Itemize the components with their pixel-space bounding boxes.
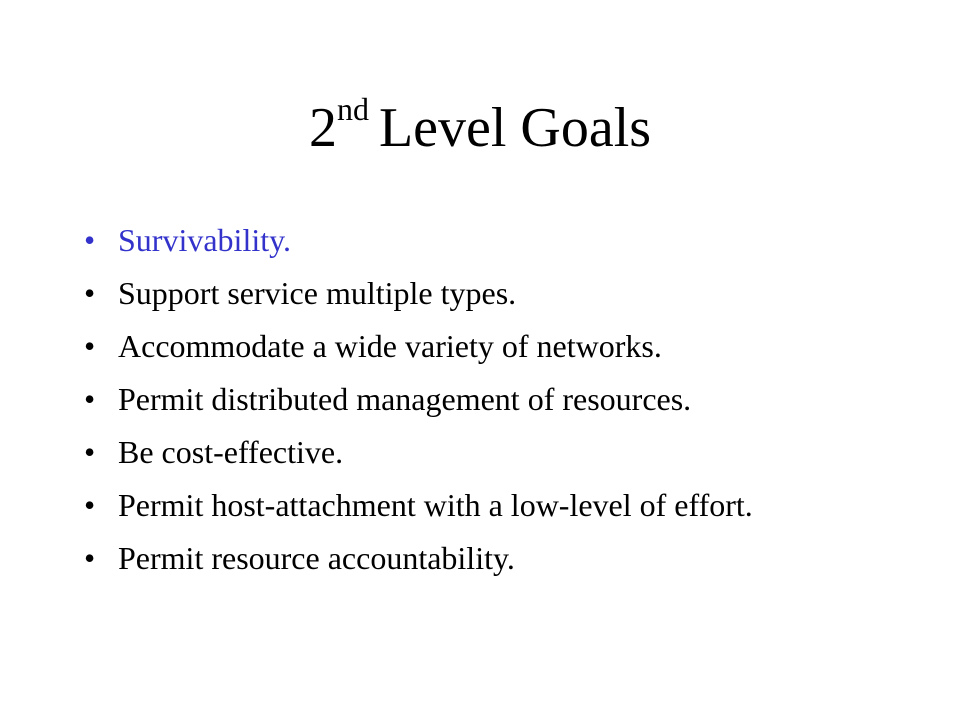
bullet-text: Permit distributed management of resources. [118, 381, 692, 417]
bullet-dot-icon: • [84, 328, 96, 364]
bullet-dot-icon: • [84, 487, 96, 523]
bullet-text: Survivability. [118, 222, 292, 258]
bullet-item [84, 481, 924, 534]
bullet-list [84, 216, 924, 587]
bullet-item [84, 534, 924, 587]
bullet-dot-icon: • [84, 275, 96, 311]
bullet-item [84, 269, 924, 322]
title-text: Level Goals [378, 97, 652, 159]
title-number: 2 [308, 97, 337, 159]
bullet-text: Permit host-attachment with a low-level of effort. [118, 487, 753, 523]
bullet-item [84, 428, 924, 481]
bullet-dot-icon: • [84, 540, 96, 576]
title-superscript: nd [336, 91, 369, 128]
bullet-item [84, 322, 924, 375]
bullet-dot-icon: • [84, 222, 96, 258]
bullet-dot-icon: • [84, 381, 96, 417]
bullet-text: Be cost-effective. [118, 434, 344, 470]
slide-title [0, 91, 960, 160]
bullet-text: Permit resource accountability. [118, 540, 515, 576]
bullet-text: Support service multiple types. [118, 275, 517, 311]
bullet-item [84, 216, 924, 269]
bullet-text: Accommodate a wide variety of networks. [118, 328, 662, 364]
bullet-item [84, 375, 924, 428]
bullet-dot-icon: • [84, 434, 96, 470]
